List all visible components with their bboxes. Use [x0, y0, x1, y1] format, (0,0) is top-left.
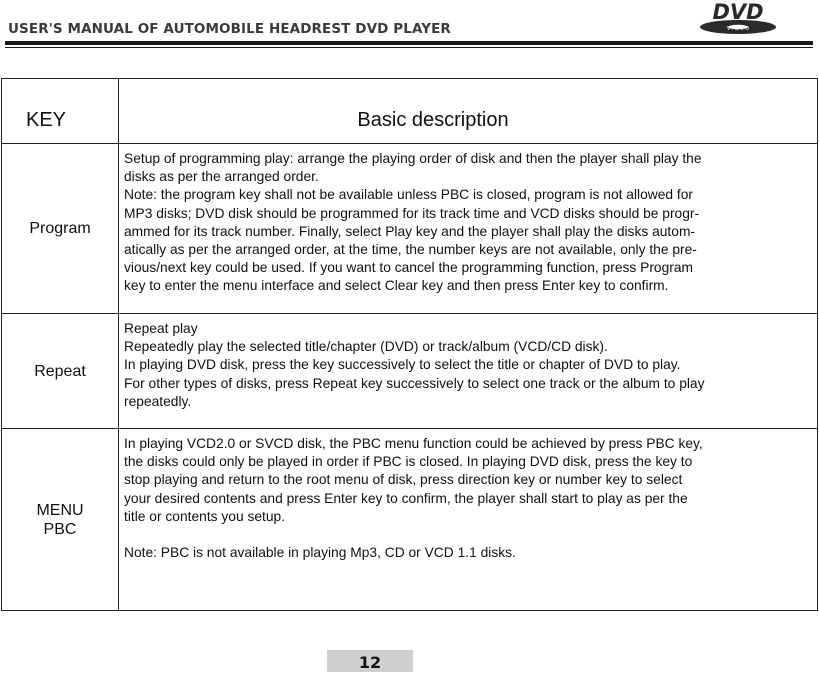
description-line: title or contents you setup. — [124, 508, 286, 524]
table-row-program — [2, 144, 818, 314]
dvd-video-logo — [698, 0, 778, 36]
description-line: stop playing and return to the root menu of disk, press direction key or number key to select — [124, 472, 683, 488]
table-header-row — [2, 79, 818, 144]
header-rule-thin — [5, 47, 813, 48]
spacer — [124, 526, 813, 544]
description-line: MP3 disks; DVD disk should be programmed for its track time and VCD disks should be progr- — [124, 205, 700, 221]
column-header-key: KEY — [2, 79, 119, 144]
description-line: vious/next key could be used. If you want to cancel the programming function, press Program — [124, 260, 694, 276]
description-menu-pbc — [119, 429, 818, 611]
key-pbc-label: PBC — [43, 520, 77, 538]
description-line: key to enter the menu interface and select Clear key and then press Enter key to confirm. — [124, 278, 669, 294]
table-row-repeat — [2, 314, 818, 429]
description-line: the disks could only be played in order if PBC is closed. In playing DVD disk, press the key to — [124, 454, 693, 470]
column-header-description: Basic description — [119, 79, 818, 144]
dvd-logo-subtext: V I D E O — [726, 26, 750, 32]
description-line: For other types of disks, press Repeat key successively to select one track or the album to play — [124, 375, 705, 391]
description-line: In playing VCD2.0 or SVCD disk, the PBC menu function could be achieved by press PBC key, — [124, 436, 703, 451]
key-repeat: Repeat — [2, 314, 119, 429]
description-line: Setup of programming play: arrange the playing order of disk and then the player shall play the — [124, 151, 702, 166]
description-line: ammed for its track number. Finally, select Play key and the player shall play the disks autom- — [124, 223, 696, 239]
description-line: disks as per the arranged order. — [124, 169, 319, 185]
manual-header-title: USER'S MANUAL OF AUTOMOBILE HEADREST DVD PLAYER — [8, 21, 451, 37]
description-line: In playing DVD disk, press the key successively to select the title or chapter of DVD to play. — [124, 357, 681, 373]
description-line: your desired contents and press Enter key to confirm, the player shall start to play as per the — [124, 490, 688, 506]
pbc-note: Note: PBC is not available in playing Mp3, CD or VCD 1.1 disks. — [124, 545, 516, 561]
dvd-logo-text: DVD — [712, 0, 764, 24]
key-menu-pbc — [2, 429, 119, 611]
description-repeat — [119, 314, 818, 429]
key-description-table — [1, 78, 818, 611]
page-number: 12 — [327, 650, 413, 672]
description-line: Repeatedly play the selected title/chapter (DVD) or track/album (VCD/CD disk). — [124, 339, 608, 355]
key-menu-label: MENU — [36, 501, 84, 519]
description-program — [119, 144, 818, 314]
description-line: Repeat play — [124, 321, 198, 336]
description-line: repeatedly. — [124, 393, 192, 409]
description-line: Note: the program key shall not be available unless PBC is closed, program is not allowed for — [124, 187, 694, 203]
description-line: atically as per the arranged order, at the time, the number keys are not available, only the pre- — [124, 242, 697, 258]
header-rule — [5, 41, 813, 45]
key-program: Program — [2, 144, 119, 314]
table-row-menu-pbc — [2, 429, 818, 611]
